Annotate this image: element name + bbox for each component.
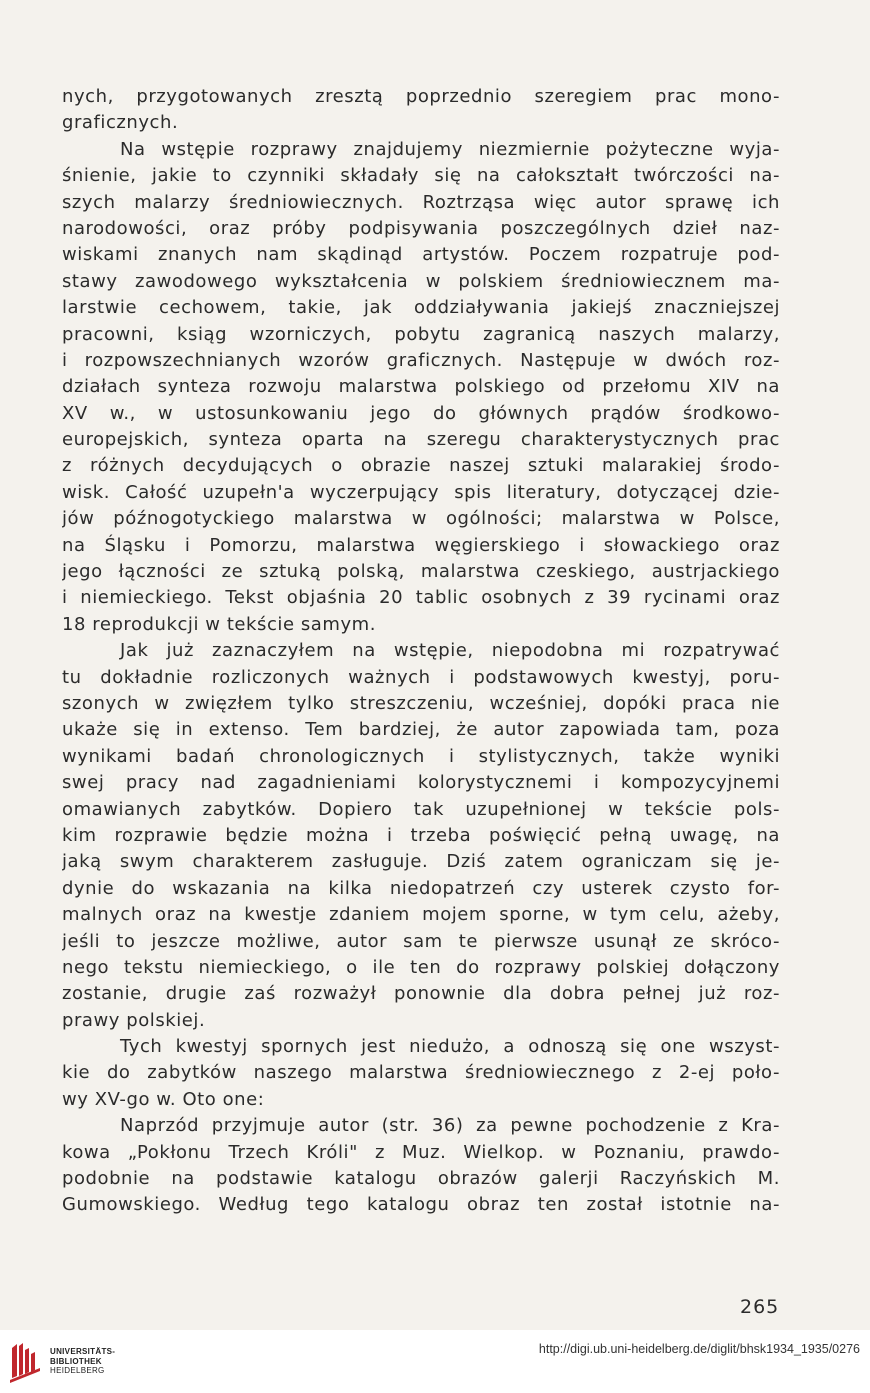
text-line: nego tekstu niemieckiego, o ile ten do rozprawy polskiej dołączony	[62, 956, 780, 978]
text-line: jego łączności ze sztuką polską, malarstwa czeskiego, austrjackiego	[62, 561, 780, 583]
text-line: podobnie na podstawie katalogu obrazów galerji Raczyńskich M.	[62, 1168, 780, 1190]
text-line: 18 reprodukcji w tekście samym.	[62, 613, 376, 635]
text-line: i niemieckiego. Tekst objaśnia 20 tablic osobnych z 39 rycinami oraz	[62, 587, 780, 609]
text-line: larstwie cechowem, takie, jak oddziaływania jakiejś znaczniejszej	[62, 297, 780, 319]
text-line: z różnych decydujących o obrazie naszej sztuki malarakiej środo-	[62, 455, 780, 477]
text-line: jaką swym charakterem zasługuje. Dziś zatem ograniczam się je-	[62, 851, 780, 873]
text-line: prawy polskiej.	[62, 1009, 206, 1031]
page-number: 265	[740, 1296, 780, 1318]
text-line: kowa „Pokłonu Trzech Króli" z Muz. Wielkop. w Poznaniu, prawdo-	[62, 1141, 780, 1163]
text-line: Tych kwestyj spornych jest niedużo, a odnoszą się one wszyst-	[120, 1036, 780, 1058]
text-line: wynikami badań chronologicznych i stylistycznych, także wyniki	[62, 745, 780, 767]
text-line: graficznych.	[62, 112, 179, 134]
text-line: XV w., w ustosunkowaniu jego do głównych prądów środkowo-	[62, 402, 780, 424]
text-line: Jak już zaznaczyłem na wstępie, niepodobna mi rozpatrywać	[120, 640, 780, 662]
library-name	[50, 1347, 115, 1376]
text-line: europejskich, synteza oparta na szeregu charakterystycznych prac	[62, 429, 780, 451]
text-line: szonych w zwięzłem tylko streszczeniu, wcześniej, dopóki praca nie	[62, 692, 780, 714]
text-line: zostanie, drugie zaś rozważył ponownie dla dobra pełnej już roz-	[62, 983, 780, 1005]
source-url-link[interactable]: http://digi.ub.uni-heidelberg.de/diglit/bhsk1934_1935/0276	[538, 1342, 860, 1356]
text-line: ukaże się in extenso. Tem bardziej, że autor zapowiada tam, poza	[62, 719, 780, 741]
text-line: Naprzód przyjmuje autor (str. 36) za pewne pochodzenie z Kra-	[120, 1115, 780, 1137]
body-text	[62, 84, 780, 1219]
text-line: stawy zawodowego wykształcenia w polskiem średniowiecznem ma-	[62, 270, 780, 292]
text-line: kie do zabytków naszego malarstwa średniowiecznego z 2-ej poło-	[62, 1062, 780, 1084]
text-line: malnych oraz na kwestje zdaniem mojem sporne, w tym celu, ażeby,	[62, 904, 780, 926]
text-line: śnienie, jakie to czynniki składały się na całokształt twórczości na-	[62, 165, 780, 187]
text-line: narodowości, oraz próby podpisywania poszczególnych dzieł naz-	[62, 217, 780, 239]
library-logo-icon	[6, 1338, 46, 1384]
text-line: wisk. Całość uzupełn'a wyczerpujący spis literatury, dotyczącej dzie-	[62, 481, 780, 503]
text-line: działach synteza rozwoju malarstwa polskiego od przełomu XIV na	[62, 376, 780, 398]
text-line: omawianych zabytków. Dopiero tak uzupełnionej w tekście pols-	[62, 798, 780, 820]
text-line: jeśli to jeszcze możliwe, autor sam te pierwsze usunął ze skróco-	[62, 930, 780, 952]
text-line: wy XV-go w. Oto one:	[62, 1088, 265, 1110]
text-line: jów późnogotyckiego malarstwa w ogólności; malarstwa w Polsce,	[62, 508, 780, 530]
text-line: dynie do wskazania na kilka niedopatrzeń czy usterek czysto for-	[62, 877, 780, 899]
text-line: swej pracy nad zagadnieniami kolorystycznemi i kompozycyjnemi	[62, 772, 780, 794]
footer-bar	[0, 1330, 870, 1393]
text-line: szych malarzy średniowiecznych. Roztrząsa więc autor sprawę ich	[62, 191, 780, 213]
text-line: wiskami znanych nam skądinąd artystów. Poczem rozpatruje pod-	[62, 244, 780, 266]
library-name-line2: BIBLIOTHEK	[50, 1356, 102, 1366]
text-line: i rozpowszechnianych wzorów graficznych. Następuje w dwóch roz-	[62, 349, 780, 371]
text-line: Na wstępie rozprawy znajdujemy niezmiernie pożyteczne wyja-	[120, 138, 780, 160]
text-line: nych, przygotowanych zresztą poprzednio szeregiem prac mono-	[62, 86, 780, 107]
text-line: kim rozprawie będzie można i trzeba poświęcić pełną uwagę, na	[62, 824, 780, 846]
text-line: Gumowskiego. Według tego katalogu obraz ten został istotnie na-	[62, 1194, 780, 1216]
library-name-line3: HEIDELBERG	[50, 1366, 105, 1375]
library-name-line1: UNIVERSITÄTS-	[50, 1347, 116, 1356]
text-line: pracowni, ksiąg wzorniczych, pobytu zagranicą naszych malarzy,	[62, 323, 780, 345]
text-line: na Śląsku i Pomorzu, malarstwa węgierskiego i słowackiego oraz	[62, 534, 780, 556]
text-line: tu dokładnie rozliczonych ważnych i podstawowych kwestyj, poru-	[62, 666, 780, 688]
